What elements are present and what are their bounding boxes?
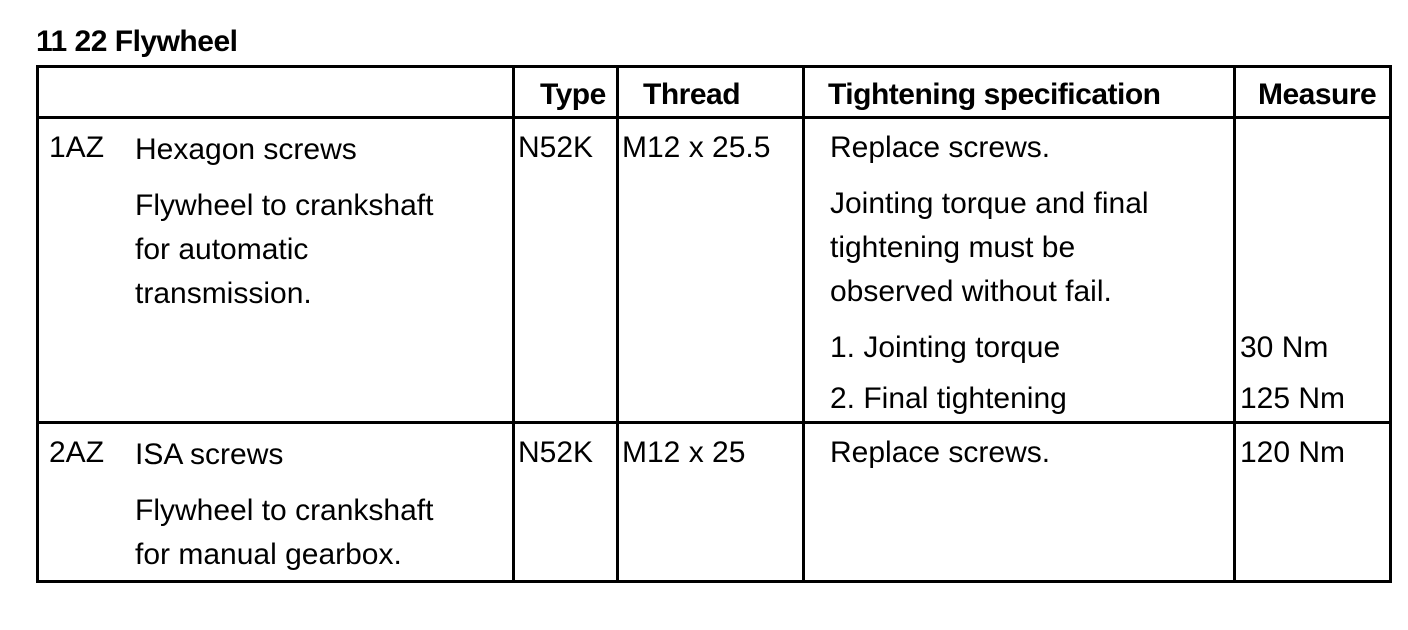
row-part-name: Hexagon screws: [135, 133, 357, 166]
row-divider: [39, 116, 1389, 119]
row-step-measure: 125 Nm: [1240, 382, 1346, 415]
row-spec: Replace screws.: [830, 131, 1051, 164]
row-description: Flywheel to crankshaft for manual gearbox.: [135, 494, 434, 571]
header-measure: Measure: [1258, 78, 1377, 111]
header-type: Type: [540, 78, 606, 111]
column-divider: [616, 68, 619, 580]
row-type: N52K: [518, 131, 594, 164]
header-tightening-specification: Tightening specification: [828, 78, 1161, 111]
row-description: Flywheel to crankshaft for automatic transmission.: [135, 189, 434, 310]
row-step: 2. Final tightening: [830, 382, 1067, 415]
column-divider: [512, 68, 515, 580]
row-thread: M12 x 25: [622, 436, 746, 469]
row-code: 2AZ: [49, 436, 105, 469]
row-divider: [39, 421, 1389, 424]
row-spec-note: Jointing torque and final tightening must be observed without fail.: [830, 187, 1149, 308]
row-part-name: ISA screws: [135, 438, 284, 471]
torque-table: [36, 65, 1392, 583]
row-spec: Replace screws.: [830, 436, 1051, 469]
row-step-measure: 30 Nm: [1240, 331, 1329, 364]
row-step: 1. Jointing torque: [830, 331, 1061, 364]
page-title: 11 22 Flywheel: [36, 25, 238, 58]
row-measure: 120 Nm: [1240, 436, 1346, 469]
row-thread: M12 x 25.5: [622, 131, 771, 164]
header-thread: Thread: [643, 78, 741, 111]
row-type: N52K: [518, 436, 594, 469]
column-divider: [1233, 68, 1236, 580]
row-code: 1AZ: [49, 131, 105, 164]
column-divider: [802, 68, 805, 580]
